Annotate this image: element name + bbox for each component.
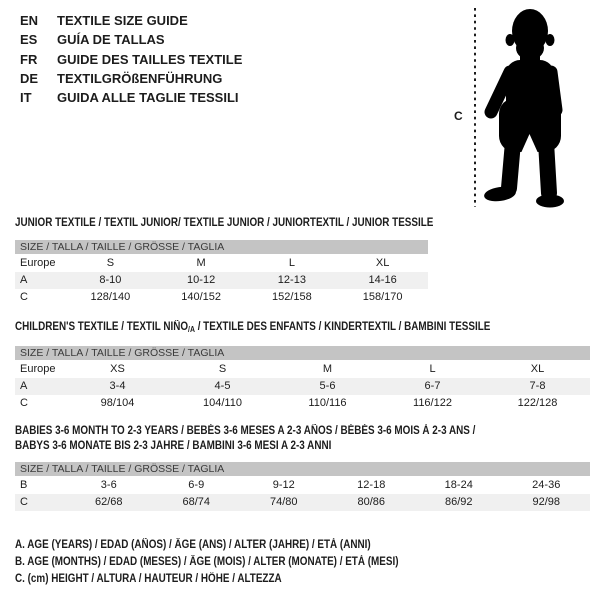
language-code: FR: [20, 51, 38, 67]
size-cell: 12-13: [277, 274, 306, 286]
size-cell: S: [106, 257, 115, 269]
children-title-text: / TEXTILE DES ENFANTS / KINDERTEXTIL / BAMBINI TESSILE: [194, 321, 491, 333]
row-label: Europe: [20, 257, 56, 269]
size-cell: 4-5: [214, 380, 231, 392]
table-row: [15, 289, 428, 306]
size-header-bar: SIZE / TALLA / TAILLE / GRÖSSE / TAGLIA: [15, 346, 590, 360]
row-label: C: [20, 496, 28, 508]
size-cell: XL: [375, 257, 390, 269]
size-cell: 5-6: [319, 380, 336, 392]
row-label: C: [20, 397, 28, 409]
baby-silhouette: [483, 9, 564, 208]
size-cell: 98/104: [100, 397, 135, 409]
size-cell: 92/98: [532, 496, 561, 508]
size-cell: XL: [530, 363, 545, 375]
size-cell: 122/128: [517, 397, 558, 409]
table-row: [15, 255, 428, 272]
row-label: A: [20, 380, 28, 392]
size-cell: 10-12: [187, 274, 216, 286]
language-row: [20, 50, 242, 69]
footnote-a: A. AGE (YEARS) / EDAD (AÑOS) / ÂGE (ANS) / ALTER (JAHRE) / ETÀ (ANNI): [15, 539, 371, 551]
size-cell: S: [218, 363, 227, 375]
size-header-bar: SIZE / TALLA / TAILLE / GRÖSSE / TAGLIA: [15, 240, 428, 254]
size-cell: 110/116: [308, 397, 347, 409]
size-cell: 86/92: [444, 496, 473, 508]
babies-title-line2: BABYS 3-6 MONATE BIS 2-3 JAHRE / BAMBINI 3-6 MESI A 2-3 ANNI: [15, 440, 332, 452]
language-row: [20, 69, 242, 88]
children-title-text: CHILDREN'S TEXTILE / TEXTIL NIÑO: [15, 321, 189, 333]
language-code: ES: [20, 32, 38, 48]
footnote-legend: [15, 537, 461, 589]
language-title: GUIDE DES TAILLES TEXTILE: [57, 51, 243, 67]
size-header-bar: SIZE / TALLA / TAILLE / GRÖSSE / TAGLIA: [15, 462, 590, 476]
size-cell: 12-18: [357, 479, 386, 491]
size-cell: 152/158: [271, 291, 312, 303]
language-title: GUIDA ALLE TAGLIE TESSILI: [57, 90, 239, 106]
size-cell: 68/74: [182, 496, 211, 508]
size-cell: 74/80: [269, 496, 298, 508]
junior-table-rows: [15, 255, 428, 306]
row-label: C: [20, 291, 28, 303]
size-cell: L: [288, 257, 295, 269]
language-title: TEXTILGRÖßENFÜHRUNG: [57, 70, 223, 86]
size-cell: M: [196, 257, 206, 269]
size-cell: 24-36: [532, 479, 561, 491]
language-code: IT: [20, 90, 32, 106]
size-cell: 3-6: [100, 479, 117, 491]
language-code: EN: [20, 13, 39, 28]
junior-table-title: JUNIOR TEXTILE / TEXTIL JUNIOR/ TEXTILE JUNIOR / JUNIORTEXTIL / JUNIOR TESSILE: [15, 217, 434, 229]
size-cell: XS: [110, 363, 125, 375]
size-cell: 18-24: [444, 479, 473, 491]
children-title-subscript: /A: [188, 325, 195, 334]
language-title: GUÍA DE TALLAS: [57, 32, 165, 48]
babies-table-rows: [15, 477, 590, 511]
row-label: B: [20, 479, 28, 491]
size-cell: M: [322, 363, 333, 375]
baby-silhouette-figure: [440, 0, 600, 215]
size-cell: 62/68: [94, 496, 123, 508]
size-cell: 9-12: [272, 479, 295, 491]
language-row: [20, 11, 242, 30]
size-cell: 14-16: [368, 274, 397, 286]
language-title-list: [20, 11, 242, 107]
children-table-title: [15, 320, 490, 337]
row-label: A: [20, 274, 28, 286]
size-cell: 158/170: [362, 291, 403, 303]
size-cell: 6-7: [424, 380, 441, 392]
table-row: [15, 494, 590, 511]
children-size-table: [15, 346, 590, 412]
babies-size-table: [15, 462, 590, 511]
table-row: [15, 378, 590, 395]
size-cell: 80/86: [357, 496, 386, 508]
language-row: [20, 30, 242, 49]
size-cell: L: [429, 363, 436, 375]
size-cell: 7-8: [529, 380, 546, 392]
footnote-c: C. (cm) HEIGHT / ALTURA / HAUTEUR / HÖHE / ALTEZZA: [15, 573, 282, 586]
babies-title-line1: BABIES 3-6 MONTH TO 2-3 YEARS / BEBÉS 3-6 MESES A 2-3 AÑOS / BÉBÉS 3-6 MOIS À 2-3 ANS /: [15, 425, 476, 437]
size-cell: 8-10: [99, 274, 122, 286]
size-cell: 116/122: [413, 397, 452, 409]
footnote-b: B. AGE (MONTHS) / EDAD (MESES) / ÂGE (MOIS) / ALTER (MONATE) / ETÀ (MESI): [15, 556, 399, 569]
table-row: [15, 361, 590, 378]
height-label-c: C: [454, 109, 463, 123]
size-cell: 3-4: [109, 380, 126, 392]
size-cell: 104/110: [203, 397, 242, 409]
table-row: [15, 272, 428, 289]
language-row: [20, 88, 242, 107]
junior-size-table: [15, 240, 428, 306]
table-row: [15, 477, 590, 494]
size-cell: 6-9: [188, 479, 205, 491]
size-cell: 140/152: [181, 291, 221, 303]
babies-table-title: [15, 424, 550, 454]
language-code: DE: [20, 70, 39, 86]
language-title: TEXTILE SIZE GUIDE: [57, 13, 188, 28]
size-cell: 128/140: [90, 291, 131, 303]
table-row: [15, 395, 590, 412]
children-table-rows: [15, 361, 590, 412]
row-label: Europe: [20, 363, 56, 375]
